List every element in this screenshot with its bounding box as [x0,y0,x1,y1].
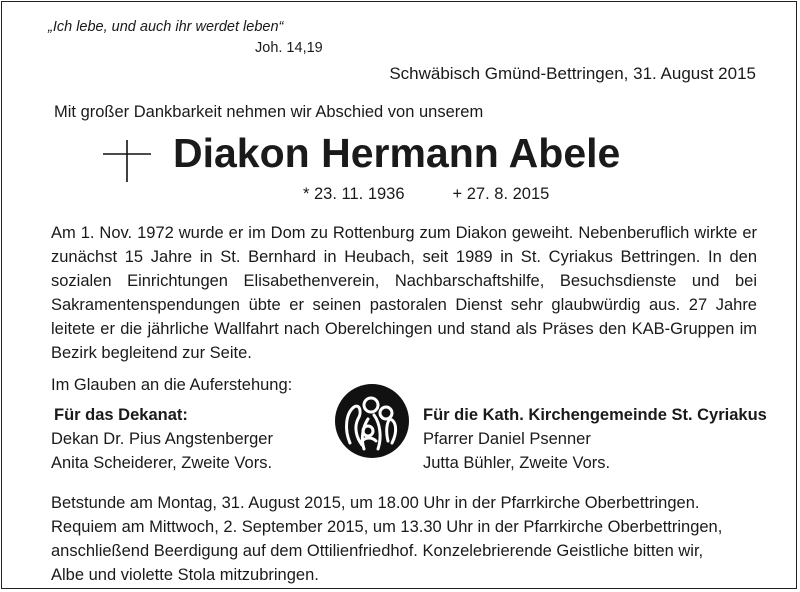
death-date: + 27. 8. 2015 [452,185,550,203]
mourner-line: Anita Scheiderer, Zweite Vors. [51,454,273,472]
birth-date: * 23. 11. 1936 [303,185,405,203]
mourner-line: Jutta Bühler, Zweite Vors. [423,454,611,472]
bible-reference: Joh. 14,19 [255,40,323,56]
mourners-left [51,403,273,475]
mourner-line: Dekan Dr. Pius Angstenberger [51,430,273,448]
mourners-left-heading: Für das Dekanat: [54,406,188,424]
cross-icon [103,140,151,182]
mourners-right-heading: Für die Kath. Kirchengemeinde St. Cyriakus [423,406,767,424]
intro-text: Mit großer Dankbarkeit nehmen wir Abschied von unserem [54,103,484,121]
service-info [51,491,761,587]
service-line: anschließend Beerdigung auf dem Ottilienfriedhof. Konzelebrierende Geistliche bitten wir, [51,542,704,560]
service-line: Betstunde am Montag, 31. August 2015, um 18.00 Uhr in der Pfarrkirche Oberbettringen. [51,494,700,512]
biography-text: Am 1. Nov. 1972 wurde er im Dom zu Rottenburg zum Diakon geweiht. Nebenberuflich wirkte er zunächst 15 Jahre in St. Bernhard in Heubach, seit 1989 in St. Cyriakus Bettringen. In den sozialen Einrichtungen Elisabethenverein, Nachbarschaftshilfe, Besuchsdienste und bei Sakramentenspendungen übte er seinen pastoralen Dienst sehr glaubwürdig aus. 27 Jahre leitete er die jährliche Wallfahrt nach Oberelchingen und stand als Präses den KAB-Gruppen im Bezirk begleitend zur Seite. [51,224,757,362]
mourners-right [423,403,767,475]
service-line: Requiem am Mittwoch, 2. September 2015, um 13.30 Uhr in der Pfarrkirche Oberbettringen, [51,518,723,536]
life-dates [303,185,549,204]
deceased-name: Diakon Hermann Abele [173,130,621,176]
place-date: Schwäbisch Gmünd-Bettringen, 31. August 2015 [389,64,756,83]
belief-line: Im Glauben an die Auferstehung: [51,376,293,394]
bible-quote: „Ich lebe, und auch ihr werdet leben“ [48,19,284,35]
mourner-line: Pfarrer Daniel Psenner [423,430,591,448]
parish-emblem-icon [334,383,410,459]
service-line: Albe und violette Stola mitzubringen. [51,566,319,584]
